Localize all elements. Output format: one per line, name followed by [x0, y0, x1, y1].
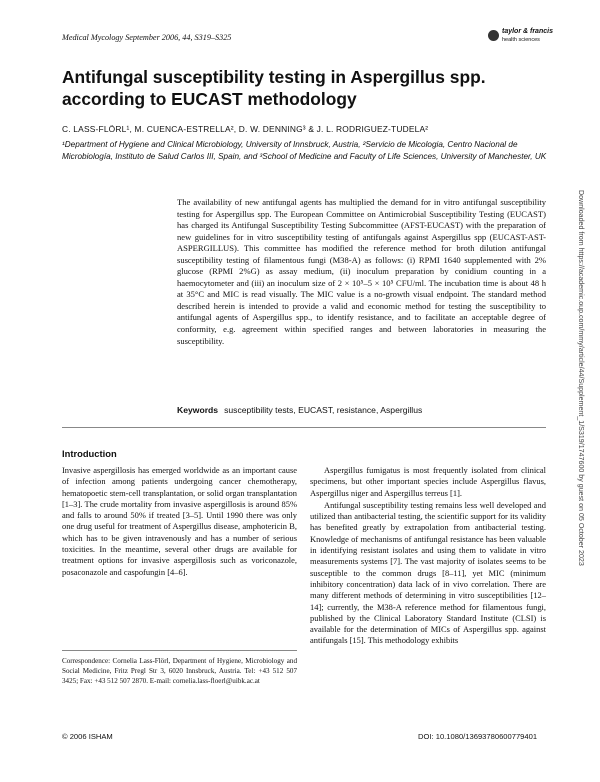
keywords-text: susceptibility tests, EUCAST, resistance, Aspergillus [224, 405, 423, 415]
download-watermark: Downloaded from https://academic.oup.com/mmy/article/44/Supplement_1/S319/1747600 by guest on 05 October 2023 [577, 190, 585, 566]
abstract: The availability of new antifungal agents has multiplied the demand for in vitro antifungal susceptibility testing for Aspergillus spp. The European Committee on Antimicrobial Susceptibility Testing (EUCAST) has charged its Antifungal Susceptibility Testing Subcommittee (AFST-EUCAST) with the preparation of new guidelines for in vitro susceptibility testing of antifungals against Aspergillus spp (EUCAST-AST-ASPERGILLUS). This committee has modified the reference method for broth dilution antifungal susceptibility testing of filamentous fungi (M38-A) as follows: (i) RPMI 1640 supplemented with 2% glucose (RPMI 2%G) as assay medium, (ii) inoculum preparation by conidium counting in a haemocytometer and (iii) an inoculum size of 2 × 10⁵–5 × 10⁵ CFU/ml. The incubation time is about 48 h at 35°C and MIC is read visually. The MIC value is a no-growth visual endpoint. The standard method described herein is intended to provide a valid and economic method for testing the susceptibility to antifungal agents of Aspergillus spp., to identify resistance, and to facilitate an acceptable degree of conformity, e.g. agreement within specified ranges and between laboratories in measuring the susceptibility. [177, 197, 546, 346]
intro-text: Invasive aspergillosis has emerged worldwide as an important cause of infection among patients undergoing cancer chemotherapy, hematopoetic stem-cell transplantation, or solid organ transplantation [1–3]. The crude mortality from invasive aspergillosis is around 85% and falls to around 50% if treated [3–5]. Until 1990 there was only one drug useful for treatment of Aspergillus disease, amphotericin B, which has to be given intravenously and has a number of serious toxicities. In the meantime, several other drugs are available for treatment options for invasive aspergillosis such as voriconazole, posaconazole and caspofungin [4–6]. [62, 465, 297, 577]
keywords [177, 405, 422, 415]
keywords-label: Keywords [177, 405, 219, 415]
affiliations: ¹Department of Hygiene and Clinical Microbiology, University of Innsbruck, Austria, ²Servicio de Micologia, Centro Nacional de Microbiología, Instituto de Salud Carlos III, Spain, and ³School of Medicine and Faculty of Life Sciences, University of Manchester, UK [62, 140, 547, 161]
right-column [310, 465, 546, 647]
logo-mark-icon [488, 30, 499, 41]
publisher-logo [488, 27, 553, 47]
correspondence-note: Correspondence: Cornelia Lass-Flörl, Department of Hygiene, Microbiology and Social Medicine, Fritz Pregl Str 3, 6020 Innsbruck, Austria. Tel: +43 512 507 3425; Fax: +43 512 507 2870. E-mail: cornelia.lass-floerl@uibk.ac.at [62, 657, 297, 686]
author-list: C. LASS-FLÖRL¹, M. CUENCA-ESTRELLA², D. W. DENNING³ & J. L. RODRIGUEZ-TUDELA² [62, 124, 429, 134]
footnote-divider [62, 650, 297, 651]
logo-text-1: taylor & francis [502, 28, 553, 35]
doi: DOI: 10.1080/13693780600779401 [418, 732, 538, 741]
journal-header: Medical Mycology September 2006, 44, S319–S325 [62, 33, 232, 42]
copyright: © 2006 ISHAM [62, 732, 113, 741]
article-title: Antifungal susceptibility testing in Aspergillus spp. according to EUCAST methodology [62, 67, 486, 109]
right-paragraph-2: Antifungal susceptibility testing remains less well developed and utilized than antibacterial testing, the scientific support for its validity has benefited greatly by extrapolation from antibacterial testing. Knowledge of mechanisms of antifungal resistance has been valuable in identifying resistant isolates and using them to validate in vitro measurements systems [7]. The vast majority of isolates seems to be susceptible to the common drugs [8–11], yet MIC (minimum inhibitory concentration) data lack of in vivo correlation. There are many different methods of determining in vitro susceptibilities [12–14]; currently, the M38-A reference method for filamentous fungi, published by the Clinical Laboratory Standard Institute (CLSI) is available for the determination of MICs of Aspergillus spp. against antifungals [15]. This methodology exhibits [310, 499, 546, 646]
intro-heading: Introduction [62, 448, 117, 459]
logo-text-2: health sciences [502, 37, 540, 43]
section-divider [62, 427, 546, 428]
right-paragraph-1: Aspergillus fumigatus is most frequently isolated from clinical specimens, but other important species include Aspergillus flavus, Aspergillus niger and Aspergillus terreus [1]. [310, 465, 546, 498]
left-column [62, 448, 297, 578]
